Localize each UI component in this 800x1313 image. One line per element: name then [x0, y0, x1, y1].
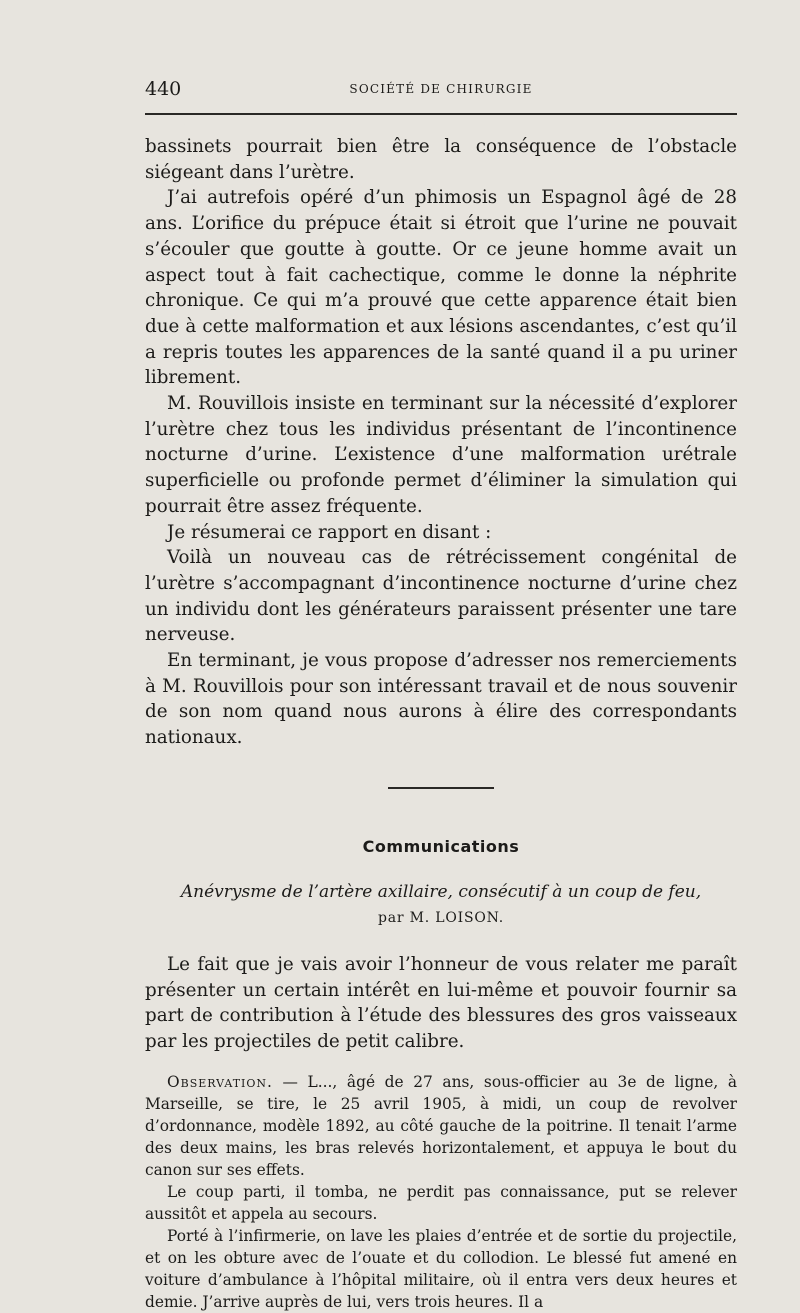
observation-text: — L..., âgé de 27 ans, sous-officier au 3e de ligne, à Marseille, se tire, le 25 avril 1905, à midi, un coup de revolver d’ordonnance, modèle 1892, au côté gauche de la poitrine. Il tenait l’arme des deux mains, les bras relevés horizontalement, et appuya le bout du canon sur ses effets. — [145, 1072, 737, 1179]
page-number: 440 — [145, 78, 182, 100]
page-header — [145, 78, 737, 102]
article-author: par M. LOISON. — [377, 909, 505, 926]
paragraph: Je résumerai ce rapport en disant : — [167, 521, 492, 543]
article-title: Anévrysme de l’artère axillaire, consécutif à un coup de feu, — [180, 881, 702, 902]
paragraph: J’ai autrefois opéré d’un phimosis un Espagnol âgé de 28 ans. L’orifice du prépuce était si étroit que l’urine ne pouvait s’écouler que goutte à goutte. Or ce jeune homme avait un aspect tout à fait cachectique, comme le donne la néphrite chronique. Ce qui m’a prouvé que cette apparence était bien due à cette malformation et aux lésions ascendantes, c’est qu’il a repris toutes les apparences de la santé quand il a pu uriner librement. — [145, 187, 737, 389]
section-heading: Communications — [362, 836, 520, 856]
header-rule — [145, 113, 737, 115]
running-title: SOCIÉTÉ DE CHIRURGIE — [349, 82, 533, 96]
paragraph: En terminant, je vous propose d’adresser nos remerciements à M. Rouvillois pour son intéressant travail et de nous souvenir de son nom quand nous aurons à élire des correspondants nationaux. — [145, 650, 737, 749]
paragraph: M. Rouvillois insiste en terminant sur la nécessité d’explorer l’urètre chez tous les individus présentant de l’incontinence nocturne d’urine. L’existence d’une malformation urétrale superficielle ou profonde permet d’éliminer la simulation qui pourrait être assez fréquente. — [145, 393, 737, 517]
article-intro: Le fait que je vais avoir l’honneur de vous relater me paraît présenter un certain intérêt en lui-même et pouvoir fournir sa part de contribution à l’étude des blessures des gros vaisseaux par les projectiles de petit calibre. — [145, 953, 737, 1052]
page-body — [145, 134, 737, 1313]
paragraph: Voilà un nouveau cas de rétrécissement congénital de l’urètre s’accompagnant d’incontinence nocturne d’urine chez un individu dont les générateurs paraissent présenter une tare nerveuse. — [145, 547, 737, 646]
observation-paragraph — [145, 1071, 737, 1181]
paragraph: Porté à l’infirmerie, on lave les plaies d’entrée et de sortie du projectile, et on les obture avec de l’ouate et du collodion. Le blessé fut amené en voiture d’ambulance à l’hôpital militaire, où il entra vers deux heures et demie. J’arrive auprès de lui, vers trois heures. Il a — [145, 1226, 737, 1311]
observation-label: Observation. — [167, 1072, 273, 1091]
section-separator — [388, 787, 494, 789]
paragraph: bassinets pourrait bien être la conséquence de l’obstacle siégeant dans l’urètre. — [145, 136, 737, 183]
paragraph: Le coup parti, il tomba, ne perdit pas connaissance, put se relever aussitôt et appela au secours. — [145, 1182, 737, 1223]
